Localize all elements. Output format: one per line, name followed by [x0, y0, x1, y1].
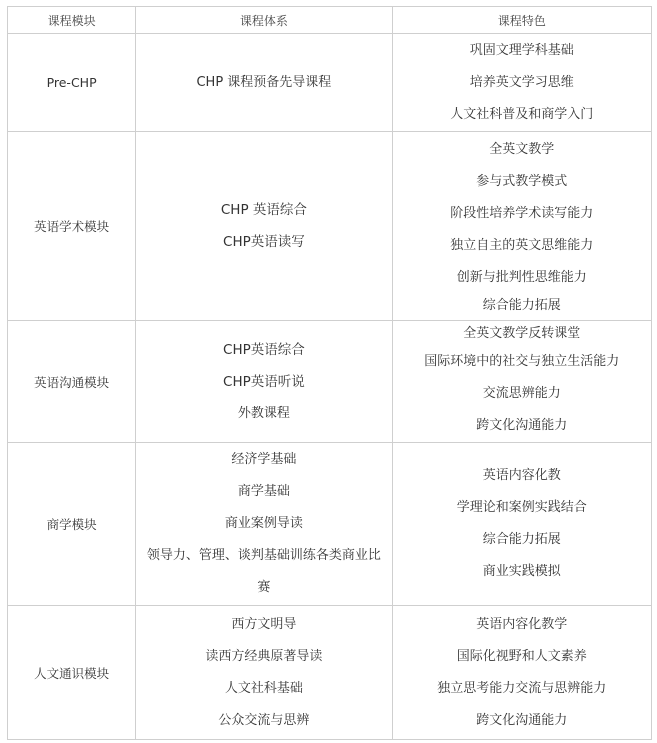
table-row [8, 606, 652, 740]
system-item: CHP 课程预备先导课程 [196, 74, 332, 90]
feature-item: 培养英文学习思维 [469, 74, 574, 90]
system-cell [136, 132, 392, 321]
features-cell [392, 34, 651, 132]
system-cell [136, 321, 392, 443]
system-cell [136, 443, 392, 606]
system-item: 外教课程 [237, 405, 290, 421]
feature-item: 独立自主的英文思维能力 [450, 238, 594, 253]
module-name: 英语学术模块 [8, 132, 136, 321]
table-row [8, 443, 652, 606]
features-cell [392, 132, 651, 321]
feature-item: 商业实践模拟 [482, 564, 561, 579]
header-features: 课程特色 [392, 7, 651, 34]
system-item: 领导力、管理、谈判基础训练各类商业比赛 [146, 548, 381, 595]
module-name: 英语沟通模块 [8, 321, 136, 443]
system-item: 读西方经典原著导读 [205, 648, 323, 664]
feature-item: 国际环境中的社交与独立生活能力 [424, 353, 620, 369]
feature-item: 综合能力拓展 [482, 532, 561, 547]
table-row [8, 132, 652, 321]
features-cell [392, 443, 651, 606]
system-cell [136, 34, 392, 132]
system-item: CHP英语读写 [223, 234, 305, 250]
feature-item: 巩固文理学科基础 [469, 42, 574, 58]
system-item: 经济学基础 [231, 452, 297, 467]
features-cell [392, 606, 651, 740]
features-cell [392, 321, 651, 443]
feature-item: 国际化视野和人文素养 [456, 648, 587, 664]
feature-item: 交流思辨能力 [482, 385, 561, 401]
feature-item: 跨文化沟通能力 [476, 417, 568, 433]
header-system: 课程体系 [136, 7, 392, 34]
table-row [8, 34, 652, 132]
feature-item: 阶段性培养学术读写能力 [450, 206, 594, 221]
feature-item: 跨文化沟通能力 [476, 712, 568, 728]
feature-item: 学理论和案例实践结合 [456, 500, 587, 515]
header-module: 课程模块 [8, 7, 136, 34]
module-name: 人文通识模块 [8, 606, 136, 740]
table-header-row [8, 7, 652, 34]
feature-item: 英语内容化教学 [476, 616, 568, 632]
system-item: 人文社科基础 [224, 680, 303, 696]
system-item: CHP英语综合 [223, 341, 305, 358]
system-cell [136, 606, 392, 740]
system-item: CHP英语听说 [223, 373, 305, 390]
system-item: 西方文明导 [231, 616, 297, 632]
feature-item: 全英文教学 [489, 142, 555, 157]
table-row [8, 321, 652, 443]
module-name: 商学模块 [8, 443, 136, 606]
system-item: 公众交流与思辨 [218, 712, 310, 728]
feature-item: 全英文教学反转课堂 [463, 325, 581, 341]
feature-item: 创新与批判性思维能力 [456, 270, 587, 285]
system-item: 商业案例导读 [224, 516, 303, 531]
module-name: Pre-CHP [8, 34, 136, 132]
feature-item: 英语内容化教 [482, 468, 561, 483]
system-item: 商学基础 [237, 484, 290, 499]
feature-item: 人文社科普及和商学入门 [450, 106, 594, 122]
feature-item: 参与式教学模式 [476, 174, 568, 189]
feature-item: 综合能力拓展 [482, 298, 561, 313]
course-table [7, 6, 652, 740]
feature-item: 独立思考能力交流与思辨能力 [437, 680, 607, 696]
system-item: CHP 英语综合 [220, 202, 307, 218]
